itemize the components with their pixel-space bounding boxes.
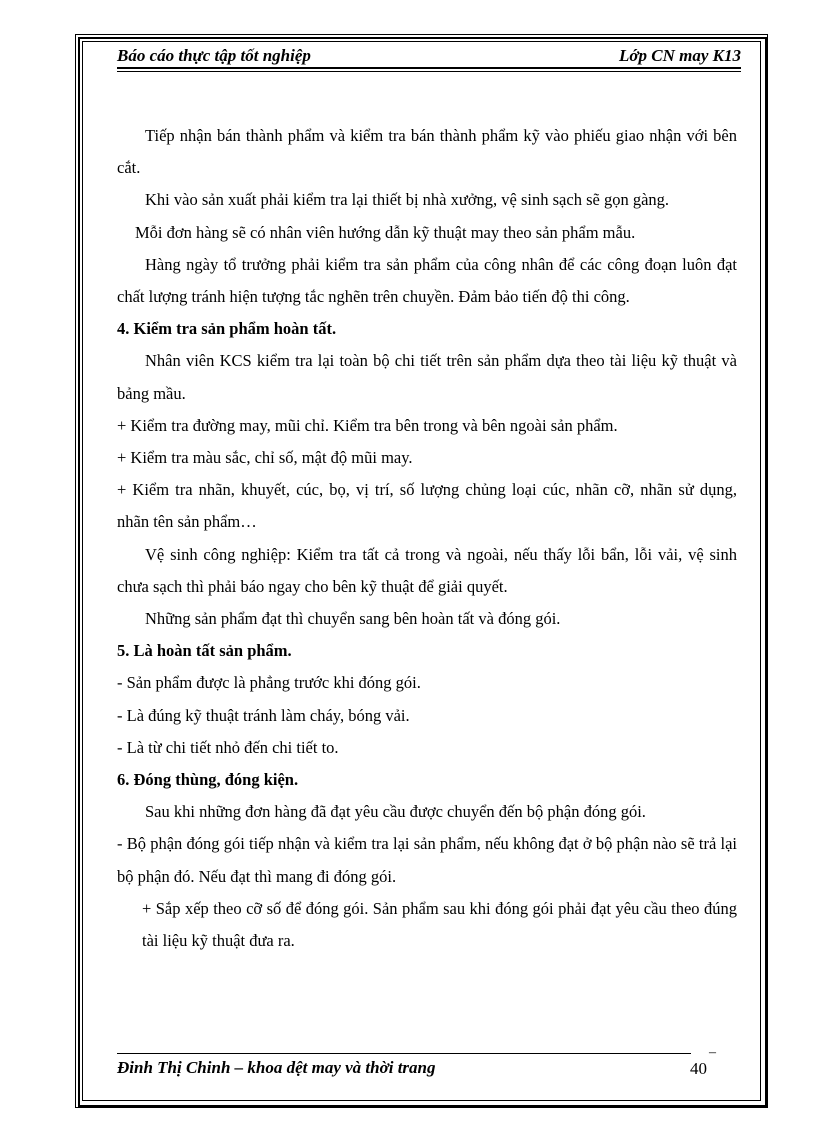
list-item: + Kiểm tra đường may, mũi chỉ. Kiểm tra bên trong và bên ngoài sản phẩm.: [117, 415, 618, 435]
section-heading-6: 6. Đóng thùng, đóng kiện.: [117, 770, 299, 790]
paragraph: Nhân viên KCS kiểm tra lại toàn bộ chi tiết trên sản phẩm dựa theo tài liệu kỹ thuật và bảng mầu.: [117, 351, 737, 403]
footer-author: Đinh Thị Chinh – khoa dệt may và thời trang: [117, 1058, 436, 1077]
paragraph: Vệ sinh công nghiệp: Kiểm tra tất cả trong và ngoài, nếu thấy lỗi bẩn, lỗi vải, vệ sinh chưa sạch thì phải báo ngay cho bên kỹ thuật để giải quyết.: [117, 544, 737, 596]
list-item: - Bộ phận đóng gói tiếp nhận và kiểm tra lại sản phẩm, nếu không đạt ở bộ phận nào sẽ trả lại bộ phận đó. Nếu đạt thì mang đi đóng gói.: [117, 834, 737, 886]
list-item: + Sắp xếp theo cỡ số để đóng gói. Sản phẩm sau khi đóng gói phải đạt yêu cầu theo đúng tài liệu kỹ thuật đưa ra.: [142, 898, 737, 951]
page-header: [117, 46, 741, 66]
footer-rule: [117, 1053, 691, 1054]
list-item: - Là từ chi tiết nhỏ đến chi tiết to.: [117, 737, 339, 757]
header-rule-thin: [117, 71, 741, 72]
header-class: Lớp CN may K13: [619, 46, 741, 65]
list-item: - Sản phẩm được là phẳng trước khi đóng gói.: [117, 673, 421, 693]
paragraph: Tiếp nhận bán thành phẩm và kiểm tra bán thành phẩm kỹ vào phiếu giao nhận với bên cắt.: [117, 126, 737, 178]
page-number: 40: [690, 1059, 707, 1078]
header-title: Báo cáo thực tập tốt nghiệp: [117, 46, 311, 65]
paragraph: Sau khi những đơn hàng đã đạt yêu cầu được chuyển đến bộ phận đóng gói.: [145, 802, 646, 822]
section-heading-5: 5. Là hoàn tất sản phẩm.: [117, 641, 292, 661]
page-body: [117, 120, 737, 957]
list-item: + Kiểm tra màu sắc, chỉ số, mật độ mũi may.: [117, 448, 413, 468]
paragraph: Những sản phẩm đạt thì chuyển sang bên hoàn tất và đóng gói.: [145, 609, 561, 629]
footer-dash: –: [709, 1045, 716, 1060]
paragraph: Hàng ngày tổ trưởng phải kiểm tra sản phẩm của công nhân để các công đoạn luôn đạt chất lượng tránh hiện tượng tắc nghẽn trên chuyền. Đảm bảo tiến độ thi công.: [117, 254, 737, 307]
list-item: - Là đúng kỹ thuật tránh làm cháy, bóng vải.: [117, 705, 410, 725]
paragraph: Mỗi đơn hàng sẽ có nhân viên hướng dẫn kỹ thuật may theo sản phẩm mẫu.: [135, 222, 636, 242]
list-item: + Kiểm tra nhãn, khuyết, cúc, bọ, vị trí, số lượng chủng loại cúc, nhãn cỡ, nhãn sử dụng, nhãn tên sản phẩm…: [117, 480, 737, 532]
section-heading-4: 4. Kiểm tra sản phẩm hoàn tất.: [117, 319, 337, 339]
paragraph: Khi vào sản xuất phải kiểm tra lại thiết bị nhà xưởng, vệ sinh sạch sẽ gọn gàng.: [145, 190, 670, 210]
header-rule: [117, 67, 741, 69]
